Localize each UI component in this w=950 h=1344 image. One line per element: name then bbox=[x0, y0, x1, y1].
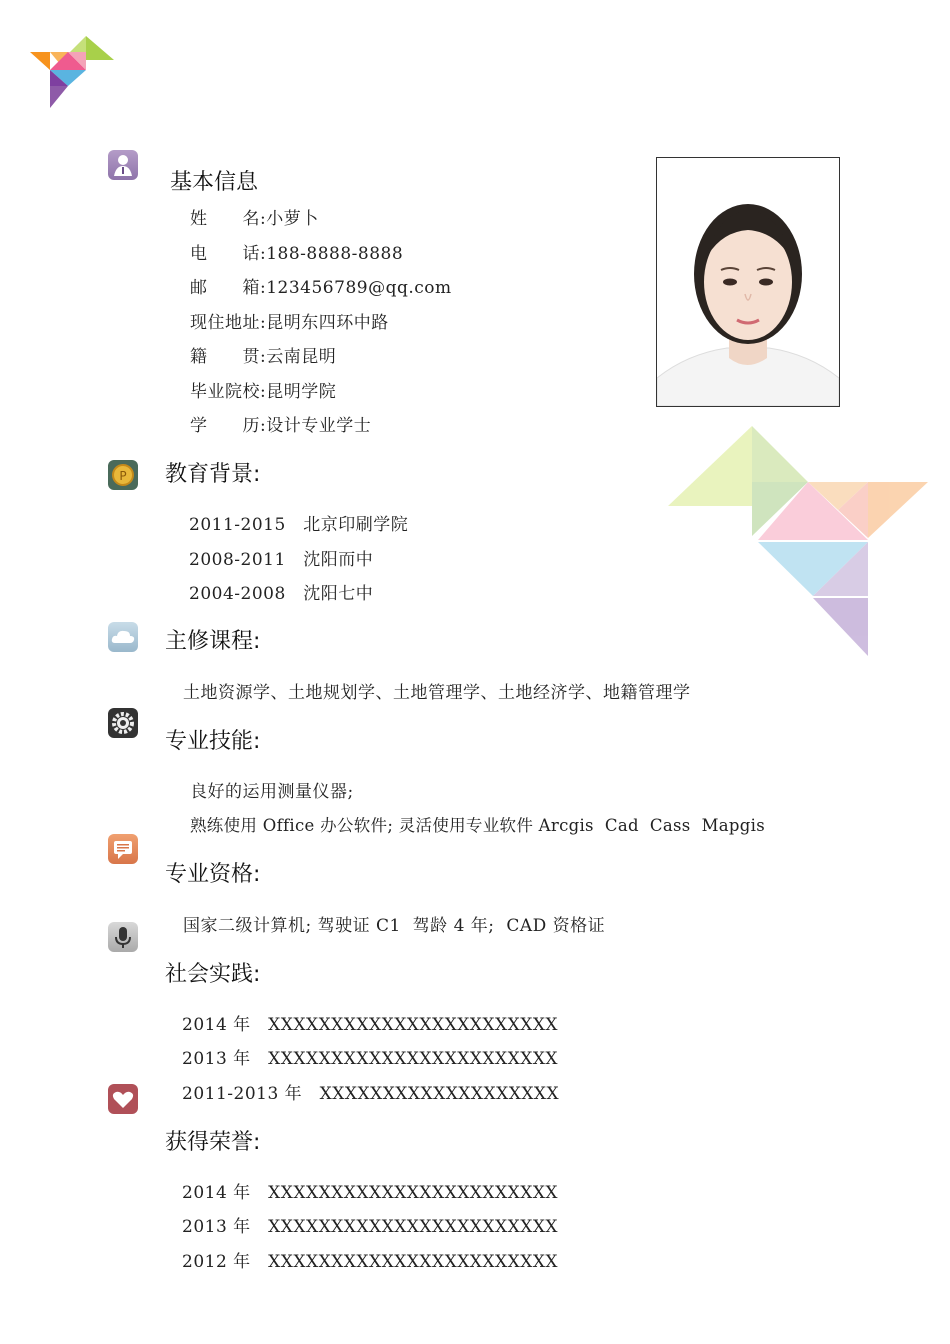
skills-item: 熟练使用 Office 办公软件; 灵活使用专业软件 Arcgis Cad Cass Mapgis bbox=[190, 816, 766, 835]
svg-text:P: P bbox=[119, 469, 127, 483]
section-title-honors: 获得荣誉: bbox=[165, 1130, 261, 1155]
gear-icon bbox=[108, 708, 138, 738]
portrait-image bbox=[657, 158, 839, 406]
education-item: 2011-2015 北京印刷学院 bbox=[189, 515, 409, 535]
origami-bird-decoration bbox=[668, 426, 930, 658]
profile-photo bbox=[656, 157, 840, 407]
practice-item: 2011-2013 年 XXXXXXXXXXXXXXXXXXX bbox=[182, 1084, 560, 1104]
section-title-basic: 基本信息 bbox=[170, 170, 259, 195]
qualifications-list: 国家二级计算机; 驾驶证 C1 驾龄 4 年; CAD 资格证 bbox=[183, 916, 606, 936]
section-title-practice: 社会实践: bbox=[165, 962, 261, 987]
basic-hometown: 籍 贯:云南昆明 bbox=[190, 347, 337, 367]
section-title-qualifications: 专业资格: bbox=[165, 862, 261, 887]
section-title-skills: 专业技能: bbox=[165, 729, 261, 754]
honors-item: 2012 年 XXXXXXXXXXXXXXXXXXXXXXX bbox=[182, 1252, 559, 1272]
section-title-courses: 主修课程: bbox=[165, 629, 261, 654]
microphone-icon bbox=[108, 922, 138, 952]
courses-list: 土地资源学、土地规划学、土地管理学、土地经济学、地籍管理学 bbox=[183, 683, 691, 703]
heart-icon bbox=[108, 1084, 138, 1114]
honors-item: 2013 年 XXXXXXXXXXXXXXXXXXXXXXX bbox=[182, 1217, 559, 1237]
education-item: 2004-2008 沈阳七中 bbox=[189, 584, 374, 604]
cloud-icon bbox=[108, 622, 138, 652]
basic-address: 现住地址:昆明东四环中路 bbox=[190, 313, 389, 333]
basic-school: 毕业院校:昆明学院 bbox=[190, 382, 337, 402]
section-title-education: 教育背景: bbox=[165, 462, 261, 487]
practice-item: 2013 年 XXXXXXXXXXXXXXXXXXXXXXX bbox=[182, 1049, 559, 1069]
education-item: 2008-2011 沈阳而中 bbox=[189, 550, 374, 570]
practice-item: 2014 年 XXXXXXXXXXXXXXXXXXXXXXX bbox=[182, 1015, 559, 1035]
chat-icon bbox=[108, 834, 138, 864]
basic-email: 邮 箱:123456789@qq.com bbox=[190, 278, 452, 298]
skills-item: 良好的运用测量仪器; bbox=[190, 782, 354, 802]
basic-phone: 电 话:188-8888-8888 bbox=[190, 244, 404, 264]
basic-name: 姓 名:小萝卜 bbox=[190, 209, 319, 229]
coin-icon bbox=[108, 460, 138, 490]
basic-degree: 学 历:设计专业学士 bbox=[190, 416, 372, 436]
logo-origami bbox=[30, 34, 116, 110]
person-icon bbox=[108, 150, 138, 180]
honors-item: 2014 年 XXXXXXXXXXXXXXXXXXXXXXX bbox=[182, 1183, 559, 1203]
